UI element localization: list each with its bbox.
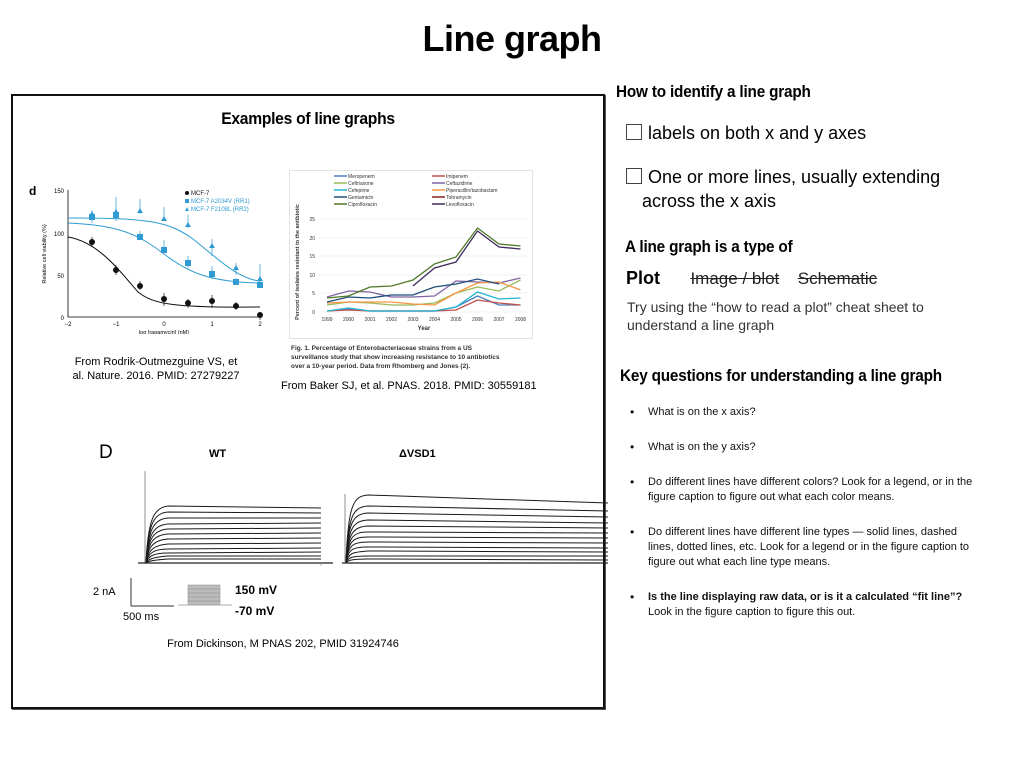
svg-text:0: 0 bbox=[60, 316, 64, 322]
svg-text:Ciprofloxacin: Ciprofloxacin bbox=[348, 202, 377, 208]
scale-bar-current: 2 nA bbox=[93, 586, 116, 598]
examples-title: Examples of line graphs bbox=[221, 109, 395, 128]
svg-text:2002: 2002 bbox=[385, 317, 398, 323]
type-plot: Plot bbox=[626, 268, 660, 288]
fig1-panel-label: d bbox=[29, 184, 37, 198]
svg-text:1999: 1999 bbox=[321, 317, 333, 323]
svg-text:2008: 2008 bbox=[514, 317, 527, 323]
checkbox[interactable] bbox=[626, 124, 642, 140]
svg-text:0: 0 bbox=[162, 322, 166, 328]
svg-text:1: 1 bbox=[210, 322, 214, 328]
fig3-label-wt: WT bbox=[209, 448, 227, 460]
svg-text:5: 5 bbox=[312, 291, 315, 297]
current-traces-chart bbox=[138, 466, 608, 566]
svg-text:Levofloxacin: Levofloxacin bbox=[446, 202, 474, 208]
type-of-heading: A line graph is a type of bbox=[625, 237, 793, 256]
svg-text:2004: 2004 bbox=[428, 317, 441, 323]
svg-text:Ceftazidime: Ceftazidime bbox=[446, 181, 473, 187]
key-questions-list bbox=[624, 405, 974, 640]
svg-text:2007: 2007 bbox=[493, 317, 505, 323]
svg-text:MCF-7 A2034V (RR1): MCF-7 A2034V (RR1) bbox=[191, 199, 250, 205]
svg-text:2001: 2001 bbox=[364, 317, 376, 323]
question-item: • Do different lines have different line types — solid lines, dashed lines, dotted lines, etc. Look for a legend or in the figure caption to figure out what each line type means. bbox=[624, 525, 974, 570]
svg-text:Year: Year bbox=[417, 326, 431, 332]
svg-text:Gentamicin: Gentamicin bbox=[348, 195, 374, 201]
svg-text:log [rapamycin] (nM): log [rapamycin] (nM) bbox=[138, 330, 190, 334]
fig3-caption: From Dickinson, M PNAS 202, PMID 31924746 bbox=[167, 638, 399, 650]
svg-text:Ceftriaxone: Ceftriaxone bbox=[348, 181, 374, 187]
svg-text:15: 15 bbox=[309, 254, 315, 260]
svg-text:Tobramycin: Tobramycin bbox=[446, 195, 472, 201]
voltage-protocol-icon bbox=[178, 582, 233, 608]
page-title: Line graph bbox=[422, 18, 602, 59]
svg-text:20: 20 bbox=[309, 236, 315, 242]
svg-text:−1: −1 bbox=[112, 322, 120, 328]
type-hint: Try using the “how to read a plot” cheat sheet to understand a line graph bbox=[627, 299, 924, 333]
fig2-caption: From Baker SJ, et al. PNAS. 2018. PMID: 30559181 bbox=[281, 380, 537, 392]
svg-text:2003: 2003 bbox=[407, 317, 419, 323]
svg-text:−2: −2 bbox=[64, 322, 72, 328]
svg-text:2000: 2000 bbox=[342, 317, 355, 323]
svg-text:Cefepime: Cefepime bbox=[348, 188, 370, 194]
svg-text:Percent of isolates resistant: Percent of isolates resistant to the antibiotic bbox=[295, 204, 301, 320]
examples-panel bbox=[11, 94, 605, 709]
type-image-blot: Image / blot bbox=[690, 269, 780, 288]
svg-text:25: 25 bbox=[309, 217, 315, 223]
svg-text:Piperacillin/tazobactam: Piperacillin/tazobactam bbox=[446, 188, 498, 194]
antibiotic-resistance-chart bbox=[289, 170, 535, 340]
voltage-high-label: 150 mV bbox=[235, 583, 278, 597]
fig3-panel-label: D bbox=[99, 442, 113, 463]
svg-text:50: 50 bbox=[57, 274, 64, 280]
question-item: • Is the line displaying raw data, or is it a calculated “fit line”? Look in the figure caption to figure this out. bbox=[624, 590, 974, 620]
question-item: • What is on the y axis? bbox=[624, 440, 974, 455]
svg-text:100: 100 bbox=[53, 232, 64, 238]
fig2-figure-caption: Fig. 1. Percentage of Enterobacteriaceae strains from a US surveillance study that show increasing resistance to 10 antibiotics over a 10-year period. Data from Rhomberg and Jones (2). bbox=[291, 345, 500, 370]
type-options bbox=[626, 268, 891, 289]
key-questions-heading: Key questions for understanding a line graph bbox=[620, 366, 942, 385]
identify-heading: How to identify a line graph bbox=[616, 82, 811, 101]
svg-text:2: 2 bbox=[258, 322, 262, 328]
svg-text:10: 10 bbox=[309, 273, 315, 279]
svg-text:0: 0 bbox=[312, 310, 315, 316]
voltage-low-label: -70 mV bbox=[235, 604, 275, 618]
checkbox[interactable] bbox=[626, 168, 642, 184]
fig1-caption: From Rodrik-Outmezguine VS, et al. Nature. 2016. PMID: 27279227 bbox=[72, 356, 240, 382]
identify-item-lines: One or more lines, usually extending across the x axis bbox=[626, 165, 940, 213]
svg-text:MCF-7 F2108L (RR2): MCF-7 F2108L (RR2) bbox=[191, 207, 249, 213]
identify-item-axes: labels on both x and y axes bbox=[626, 121, 866, 145]
svg-text:Meropenem: Meropenem bbox=[348, 174, 375, 180]
fig3-label-mutant: ΔVSD1 bbox=[399, 448, 436, 460]
svg-text:Imipenem: Imipenem bbox=[446, 174, 468, 180]
scale-bar-time: 500 ms bbox=[123, 611, 160, 623]
question-item: • Do different lines have different colors? Look for a legend, or in the figure caption to figure out what each color means. bbox=[624, 475, 974, 505]
dose-response-chart bbox=[38, 184, 273, 334]
svg-text:2006: 2006 bbox=[471, 317, 484, 323]
svg-text:Relative cell viability (%): Relative cell viability (%) bbox=[42, 224, 48, 284]
svg-text:MCF-7: MCF-7 bbox=[191, 191, 210, 197]
scale-bar bbox=[130, 578, 175, 608]
question-item: • What is on the x axis? bbox=[624, 405, 974, 420]
svg-text:2005: 2005 bbox=[450, 317, 462, 323]
type-schematic: Schematic bbox=[797, 269, 878, 288]
svg-text:150: 150 bbox=[53, 189, 64, 195]
